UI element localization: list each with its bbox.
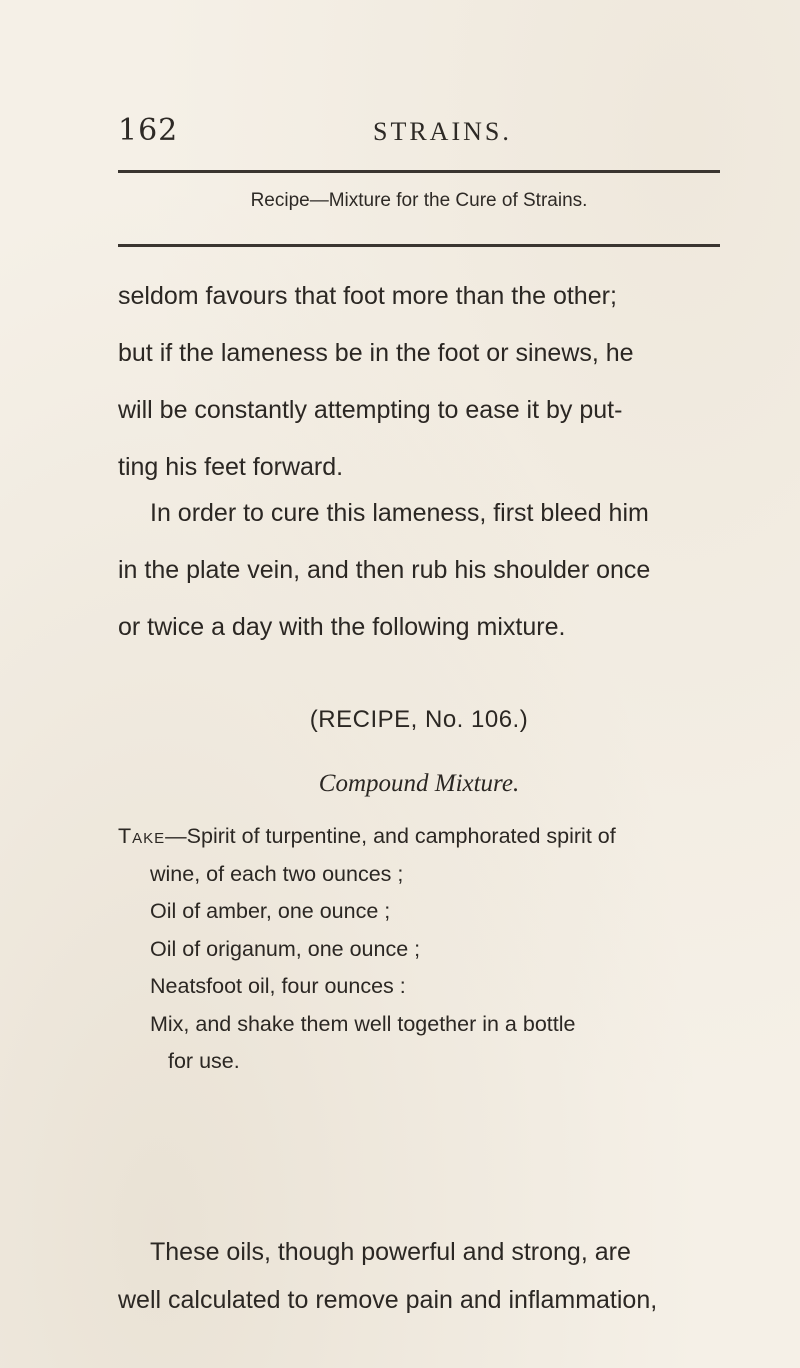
- take-word: Take: [118, 824, 166, 848]
- recipe-line-text: —Spirit of turpentine, and camphorated spirit of: [165, 824, 616, 848]
- section-subheading: Recipe—Mixture for the Cure of Strains.: [250, 190, 588, 211]
- recipe-line: Neatsfoot oil, four ounces :: [150, 974, 406, 998]
- recipe-line: Oil of origanum, one ounce ;: [150, 936, 421, 961]
- recipe-number: (RECIPE, No. 106.): [309, 706, 529, 733]
- text-line: well calculated to remove pain and inflammation,: [118, 1286, 658, 1314]
- text-line: These oils, though powerful and strong, are: [150, 1238, 631, 1266]
- paragraph-2: [118, 485, 728, 656]
- text-line: in the plate vein, and then rub his shoulder once: [118, 556, 651, 584]
- recipe-line: Oil of amber, one ounce ;: [150, 899, 391, 923]
- page-number: 162: [118, 113, 179, 148]
- text-line: but if the lameness be in the foot or sinews, he: [118, 339, 634, 367]
- text-line: seldom favours that foot more than the other;: [118, 282, 617, 310]
- running-head: STRAINS.: [373, 117, 512, 146]
- text-line: ting his feet forward.: [118, 453, 344, 481]
- text-line: In order to cure this lameness, first bleed him: [150, 499, 649, 527]
- paragraph-1: [118, 268, 728, 496]
- text-line: will be constantly attempting to ease it by put-: [118, 396, 623, 424]
- page-header: [118, 95, 718, 148]
- recipe-line: wine, of each two ounces ;: [150, 861, 404, 886]
- closing-paragraph: [118, 1228, 728, 1324]
- recipe-line: for use.: [168, 1049, 240, 1073]
- recipe-ingredients: [118, 818, 728, 1081]
- text-line: or twice a day with the following mixture.: [118, 613, 566, 641]
- header-rule-bottom: [118, 244, 720, 247]
- header-rule-top: [118, 170, 720, 173]
- recipe-line: [118, 818, 728, 856]
- recipe-title: Compound Mixture.: [318, 770, 520, 797]
- recipe-line: Mix, and shake them well together in a bottle: [150, 1011, 576, 1036]
